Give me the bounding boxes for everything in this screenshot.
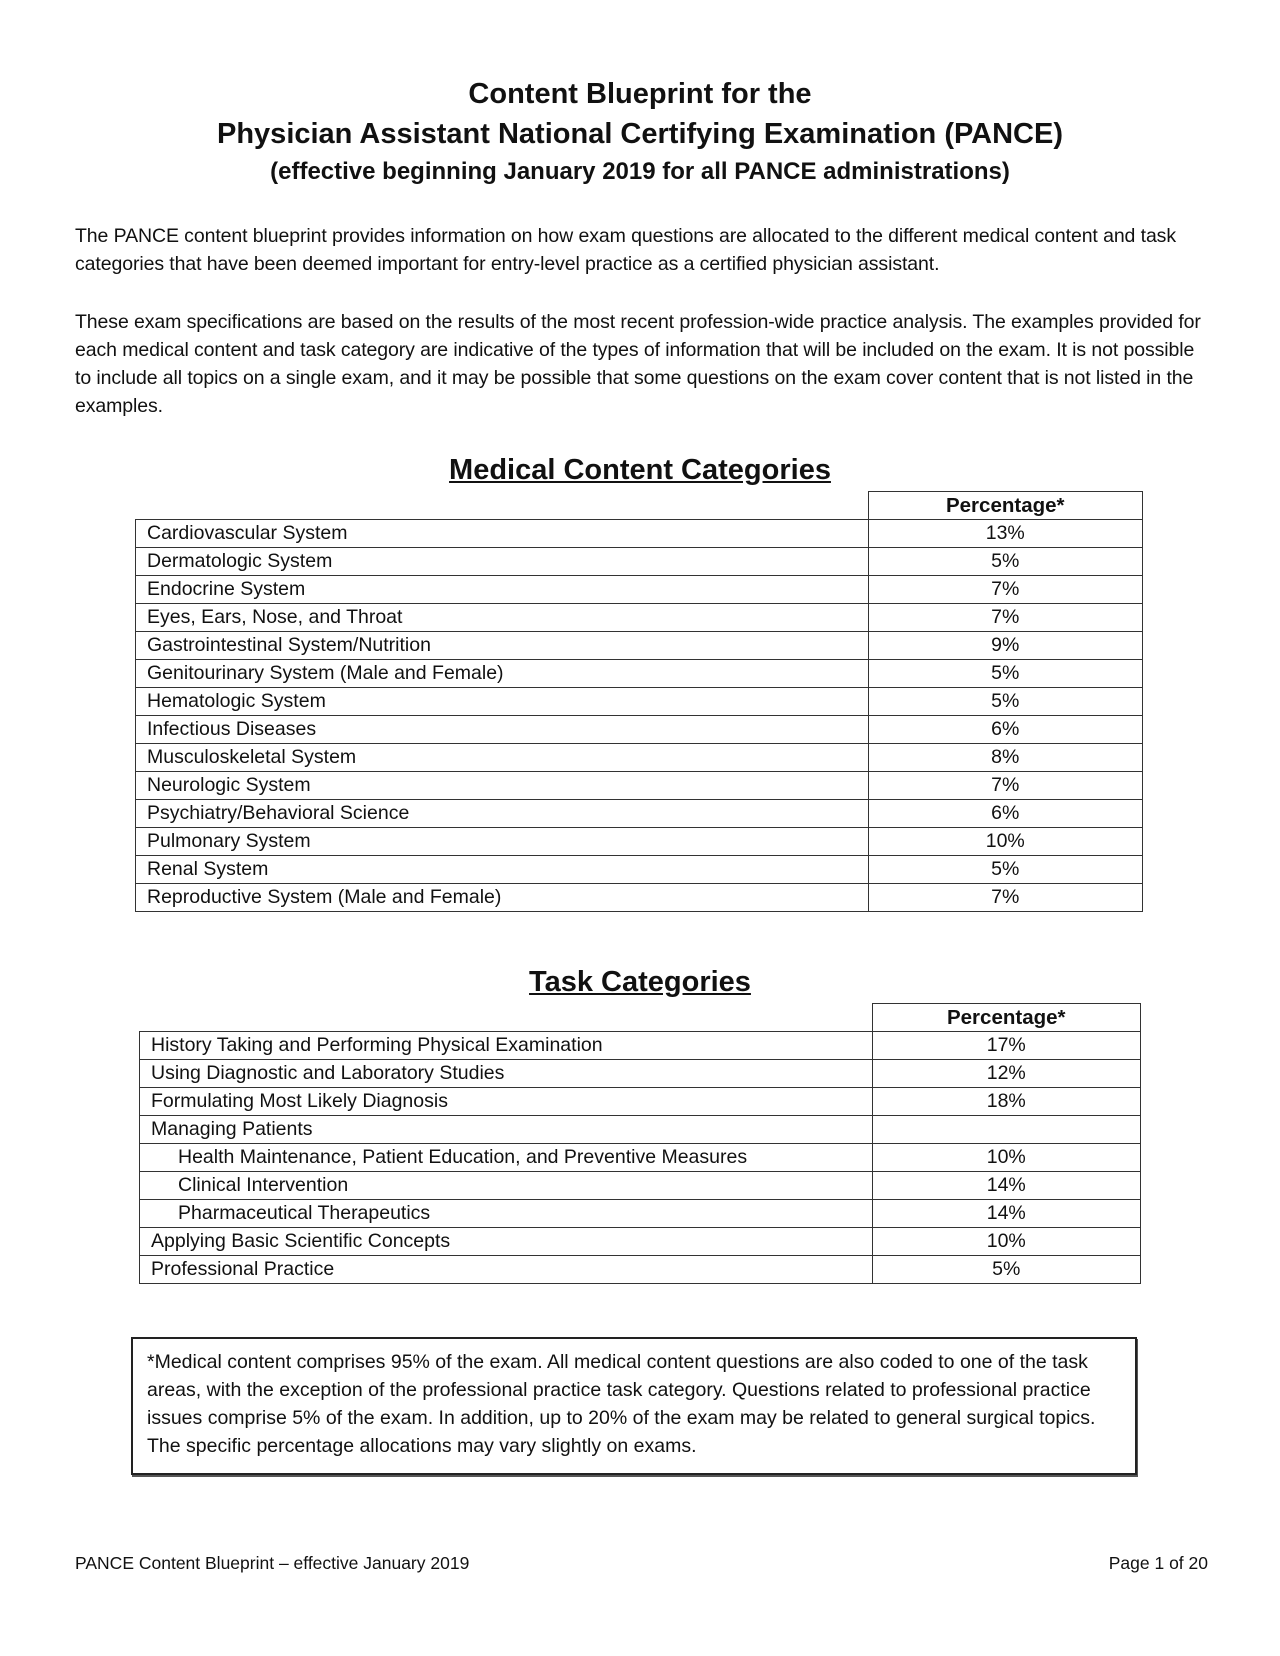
document-title-line-2: Physician Assistant National Certifying Examination (PANCE) bbox=[217, 118, 1063, 150]
category-percentage: 7% bbox=[868, 576, 1143, 604]
blank-header-cell bbox=[136, 492, 869, 520]
table-row bbox=[140, 1032, 1141, 1060]
category-percentage: 6% bbox=[868, 716, 1143, 744]
task-percentage: 14% bbox=[872, 1172, 1141, 1200]
table-row bbox=[140, 1228, 1141, 1256]
category-percentage: 10% bbox=[868, 828, 1143, 856]
task-percentage bbox=[872, 1116, 1141, 1144]
task-percentage: 14% bbox=[872, 1200, 1141, 1228]
task-label: Formulating Most Likely Diagnosis bbox=[140, 1088, 873, 1116]
table-row bbox=[136, 604, 1143, 632]
task-label: Professional Practice bbox=[140, 1256, 873, 1284]
category-label: Neurologic System bbox=[136, 772, 869, 800]
blank-header-cell bbox=[140, 1004, 873, 1032]
table-row bbox=[140, 1116, 1141, 1144]
category-label: Endocrine System bbox=[136, 576, 869, 604]
table-row bbox=[136, 884, 1143, 912]
task-sublabel: Clinical Intervention bbox=[140, 1172, 873, 1200]
task-label: Applying Basic Scientific Concepts bbox=[140, 1228, 873, 1256]
task-percentage: 17% bbox=[872, 1032, 1141, 1060]
table-row bbox=[136, 772, 1143, 800]
task-categories-heading: Task Categories bbox=[529, 966, 751, 998]
table-row bbox=[136, 632, 1143, 660]
medical-content-heading: Medical Content Categories bbox=[449, 454, 831, 486]
category-label: Pulmonary System bbox=[136, 828, 869, 856]
task-percentage: 18% bbox=[872, 1088, 1141, 1116]
table-row bbox=[140, 1256, 1141, 1284]
document-title-line-1: Content Blueprint for the bbox=[468, 78, 812, 110]
table-header-row bbox=[140, 1004, 1141, 1032]
category-label: Gastrointestinal System/Nutrition bbox=[136, 632, 869, 660]
task-percentage: 12% bbox=[872, 1060, 1141, 1088]
task-label: Using Diagnostic and Laboratory Studies bbox=[140, 1060, 873, 1088]
category-percentage: 7% bbox=[868, 884, 1143, 912]
category-percentage: 5% bbox=[868, 688, 1143, 716]
task-label: Managing Patients bbox=[140, 1116, 873, 1144]
table-header-row bbox=[136, 492, 1143, 520]
task-percentage: 5% bbox=[872, 1256, 1141, 1284]
category-percentage: 13% bbox=[868, 520, 1143, 548]
category-label: Cardiovascular System bbox=[136, 520, 869, 548]
table-row bbox=[136, 548, 1143, 576]
medical-content-table bbox=[135, 491, 1143, 912]
category-label: Genitourinary System (Male and Female) bbox=[136, 660, 869, 688]
table-row bbox=[140, 1060, 1141, 1088]
task-sublabel: Pharmaceutical Therapeutics bbox=[140, 1200, 873, 1228]
category-percentage: 5% bbox=[868, 660, 1143, 688]
task-percentage: 10% bbox=[872, 1144, 1141, 1172]
table-row bbox=[140, 1088, 1141, 1116]
category-percentage: 8% bbox=[868, 744, 1143, 772]
footnote-box: *Medical content comprises 95% of the exam. All medical content questions are also coded to one of the task areas, with the exception of the professional practice task category. Questions related to professional practice issues comprise 5% of the exam. In addition, up to 20% of the exam may be related to general surgical topics. The specific percentage allocations may vary slightly on exams. bbox=[131, 1337, 1137, 1475]
table-row bbox=[136, 856, 1143, 884]
category-label: Dermatologic System bbox=[136, 548, 869, 576]
category-percentage: 5% bbox=[868, 856, 1143, 884]
percentage-header: Percentage* bbox=[872, 1004, 1141, 1032]
table-row bbox=[136, 828, 1143, 856]
category-label: Renal System bbox=[136, 856, 869, 884]
table-row bbox=[136, 660, 1143, 688]
category-label: Musculoskeletal System bbox=[136, 744, 869, 772]
percentage-header: Percentage* bbox=[868, 492, 1143, 520]
table-row bbox=[136, 688, 1143, 716]
table-row bbox=[136, 520, 1143, 548]
table-row bbox=[140, 1172, 1141, 1200]
intro-paragraph-1: The PANCE content blueprint provides information on how exam questions are allocated to the different medical content and task categories that have been deemed important for entry-level practice as a certified physician assistant. bbox=[75, 225, 1176, 275]
document-subtitle: (effective beginning January 2019 for all PANCE administrations) bbox=[270, 158, 1010, 185]
table-row bbox=[136, 800, 1143, 828]
task-sublabel: Health Maintenance, Patient Education, and Preventive Measures bbox=[140, 1144, 873, 1172]
category-label: Infectious Diseases bbox=[136, 716, 869, 744]
category-label: Hematologic System bbox=[136, 688, 869, 716]
category-label: Psychiatry/Behavioral Science bbox=[136, 800, 869, 828]
category-percentage: 9% bbox=[868, 632, 1143, 660]
table-row bbox=[136, 576, 1143, 604]
category-label: Reproductive System (Male and Female) bbox=[136, 884, 869, 912]
task-label: History Taking and Performing Physical Examination bbox=[140, 1032, 873, 1060]
table-row bbox=[140, 1144, 1141, 1172]
category-percentage: 7% bbox=[868, 604, 1143, 632]
category-percentage: 5% bbox=[868, 548, 1143, 576]
intro-paragraph-2: These exam specifications are based on the results of the most recent profession-wide practice analysis. The examples provided for each medical content and task category are indicative of the types of information that will be included on the exam. It is not possible to include all topics on a single exam, and it may be possible that some questions on the exam cover content that is not listed in the examples. bbox=[75, 311, 1201, 417]
footer-document-title: PANCE Content Blueprint – effective January 2019 bbox=[75, 1553, 470, 1573]
page-number: Page 1 of 20 bbox=[1108, 1553, 1208, 1573]
category-label: Eyes, Ears, Nose, and Throat bbox=[136, 604, 869, 632]
category-percentage: 7% bbox=[868, 772, 1143, 800]
table-row bbox=[136, 716, 1143, 744]
table-row bbox=[136, 744, 1143, 772]
task-categories-table bbox=[139, 1003, 1141, 1284]
table-row bbox=[140, 1200, 1141, 1228]
category-percentage: 6% bbox=[868, 800, 1143, 828]
task-percentage: 10% bbox=[872, 1228, 1141, 1256]
